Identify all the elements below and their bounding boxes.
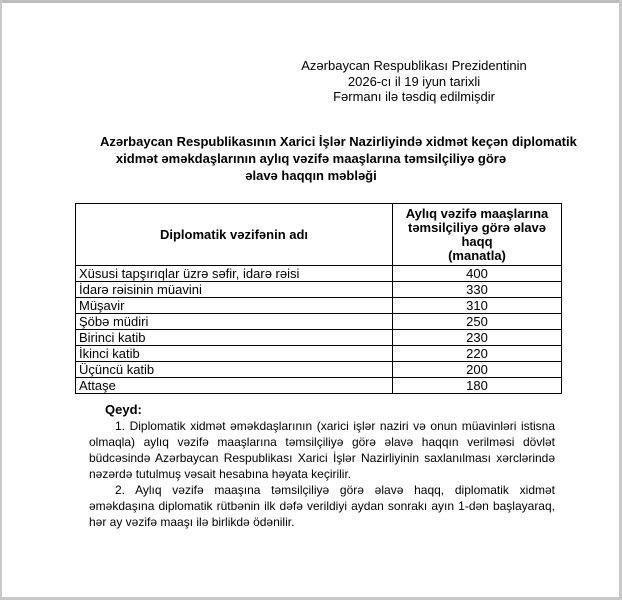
allowance-table — [75, 203, 562, 394]
table-row — [76, 378, 562, 394]
row-amount: 200 — [393, 362, 562, 378]
table-row — [76, 314, 562, 330]
row-position: İkinci katib — [76, 346, 393, 362]
page-border-left — [0, 0, 2, 600]
header-amount-line-1: Aylıq vəzifə maaşlarına — [405, 205, 549, 221]
page-border-top — [0, 0, 622, 3]
row-position: Üçüncü katib — [76, 362, 393, 378]
note-2: 2. Aylıq vəzifə maaşına təmsilçiliyə görə əlavə haqq, diplomatik xidmət əməkdaşına diplomatik rütbənin ilk dəfə verildiyi aydan sonrakı ayın 1-dən başlayaraq, hər ay vəzifə maaşı ilə birlikdə ödənilir. — [89, 483, 555, 529]
approval-line-2: 2026-cı il 19 iyun tarixli — [347, 73, 481, 89]
table-header-row — [76, 204, 562, 266]
header-amount-line-2: təmsilçiliyə görə əlavə — [407, 219, 547, 235]
approval-line-1: Azərbaycan Respublikası Prezidentinin — [301, 58, 527, 73]
notes-heading: Qeyd: — [105, 402, 142, 417]
row-position: Attaşe — [76, 378, 393, 394]
title-line-1: Azərbaycan Respublikasının Xarici İşlər Nazirliyində xidmət keçən diplomatik — [100, 134, 577, 149]
document-title — [100, 133, 577, 184]
row-amount: 230 — [393, 330, 562, 346]
table-row — [76, 282, 562, 298]
row-amount: 330 — [393, 282, 562, 298]
approval-line-3: Fərmanı ilə təsdiq edilmişdir — [333, 89, 495, 104]
notes-section — [89, 402, 555, 530]
header-amount-line-4: (manatla) — [448, 247, 506, 263]
row-amount: 180 — [393, 378, 562, 394]
row-position: İdarə rəisinin müavini — [76, 282, 393, 298]
row-amount: 400 — [393, 266, 562, 282]
row-position: Şöbə müdiri — [76, 314, 393, 330]
title-line-3: əlavə haqqın məbləği — [245, 168, 377, 183]
header-position: Diplomatik vəzifənin adı — [76, 204, 393, 266]
table-row — [76, 346, 562, 362]
title-line-2: xidmət əməkdaşlarının aylıq vəzifə maaşlarına təmsilçiliyə görə — [115, 151, 507, 166]
row-position: Xüsusi tapşırıqlar üzrə səfir, idarə rəisi — [76, 266, 393, 282]
row-position: Müşavir — [76, 298, 393, 314]
note-1: 1. Diplomatik xidmət əməkdaşlarının (xarici işlər naziri və onun müavinləri istisna olmaqla) aylıq vəzifə maaşlarına təmsilçiliyə görə əlavə haqqın verilməsi dövlət büdcəsində Azərbaycan Respublikası Xarici İşlər Nazirliyinin saxlanılması xərclərində nəzərdə tutulmuş vəsait hesabına həyata keçirilir. — [89, 419, 555, 481]
table-row — [76, 298, 562, 314]
table-row — [76, 330, 562, 346]
table-row — [76, 266, 562, 282]
row-amount: 220 — [393, 346, 562, 362]
row-amount: 310 — [393, 298, 562, 314]
header-amount-line-3: haqq — [461, 233, 493, 249]
table-row — [76, 362, 562, 378]
row-position: Birinci katib — [76, 330, 393, 346]
header-amount — [393, 204, 562, 266]
approval-stamp — [280, 58, 548, 105]
row-amount: 250 — [393, 314, 562, 330]
